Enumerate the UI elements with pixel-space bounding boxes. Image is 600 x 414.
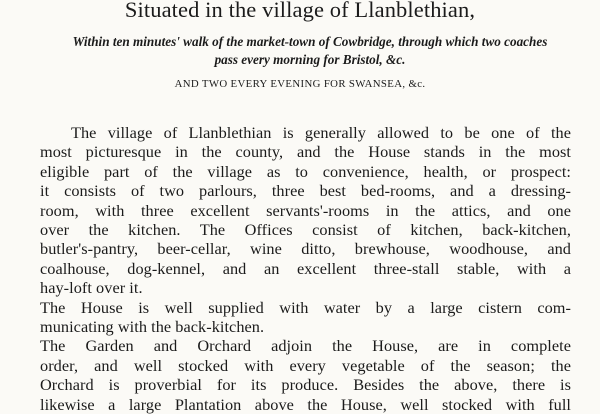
text-line: municating with the back-kitchen. (40, 317, 265, 337)
document-title: Situated in the village of Llanblethian, (124, 0, 476, 22)
paragraph (40, 298, 571, 337)
text-line: butler's-pantry, beer-cellar, wine ditto, brewhouse, woodhouse, and (40, 239, 571, 259)
paragraph (40, 123, 571, 298)
text-line: room, with three excellent servants'-rooms in the attics, and one (40, 200, 571, 220)
document-subtitle (60, 33, 560, 69)
subtitle-line: Within ten minutes' walk of the market-town of Cowbridge, through which two coaches (72, 34, 548, 49)
text-line: hay-loft over it. (40, 278, 143, 298)
text-line: coalhouse, dog-kennel, and an excellent three-stall stable, with a (40, 258, 571, 278)
text-line: The Garden and Orchard adjoin the House, are in complete (40, 336, 571, 356)
text-line: order, and well stocked with every vegetable of the season; the (40, 355, 571, 375)
paragraph (40, 336, 571, 414)
text-line: it consists of two parlours, three best bed-rooms, and a dressing- (40, 181, 571, 201)
document-body (40, 123, 571, 414)
text-line: The House is well supplied with water by a large cistern com- (40, 297, 571, 317)
text-line: likewise a large Plantation above the House, well stocked with full (40, 394, 571, 414)
evening-coaches-line: AND TWO EVERY EVENING FOR SWANSEA, &c. (174, 78, 426, 90)
subtitle-line: pass every morning for Bristol, &c. (214, 52, 406, 67)
text-line: Orchard is proverbial for its produce. Besides the above, there is (40, 375, 571, 395)
text-line: The village of Llanblethian is generally allowed to be one of the (71, 123, 571, 142)
text-line: over the kitchen. The Offices consist of kitchen, back-kitchen, (40, 220, 571, 240)
text-line: most picturesque in the county, and the House stands in the most (40, 142, 571, 162)
text-line: eligible part of the village as to convenience, health, or prospect: (40, 161, 571, 181)
